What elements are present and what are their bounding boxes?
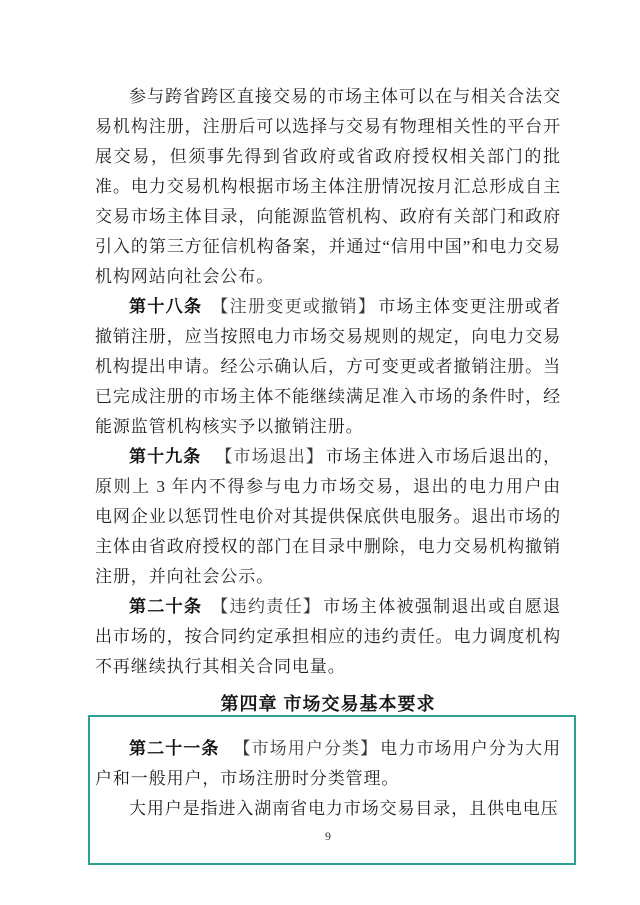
- article-18-text: 市场主体变更注册或者撤销注册，应当按照电力市场交易规则的规定，向电力交易机构提出申请。经公示确认后，方可变更或者撤销注册。当已完成注册的市场主体不能继续满足准入市场的条件时，经能源监管机构核实予以撤销注册。: [95, 297, 561, 436]
- article-18-number: 第十八条: [129, 297, 203, 316]
- intro-paragraph: 参与跨省跨区直接交易的市场主体可以在与相关合法交易机构注册，注册后可以选择与交易有物理相关性的平台开展交易，但须事先得到省政府或省政府授权相关部门的批准。电力交易机构根据市场主体注册情况按月汇总形成自主交易市场主体目录，向能源监管机构、政府有关部门和政府引入的第三方征信机构备案，并通过“信用中国”和电力交易机构网站向社会公布。: [95, 87, 561, 286]
- article-19-tag: 【市场退出】: [215, 447, 324, 466]
- article-21-paragraph: [95, 734, 561, 794]
- continuation-paragraph: 大用户是指进入湖南省电力市场交易目录，且供电电压: [129, 799, 559, 818]
- article-19-text: 市场主体进入市场后退出的，原则上 3 年内不得参与电力市场交易，退出的电力用户由电网企业以惩罚性电价对其提供保底供电服务。退出市场的主体由省政府授权的部门在目录中删除，电力交易机构撤销注册，并向社会公示。: [95, 447, 562, 586]
- article-18-tag: 【注册变更或撤销】: [211, 297, 377, 316]
- article-20-number: 第二十条: [129, 597, 203, 616]
- article-18-paragraph: [95, 292, 561, 442]
- article-20-paragraph: [95, 592, 561, 682]
- article-19-number: 第十九条: [129, 447, 202, 466]
- article-21-number: 第二十一条: [129, 739, 220, 758]
- article-20-tag: 【违约责任】: [211, 597, 322, 616]
- page-number: 9: [325, 829, 331, 843]
- article-21-tag: 【市场用户分类】: [233, 739, 379, 758]
- article-20-text: 市场主体被强制退出或自愿退出市场的，按合同约定承担相应的违约责任。电力调度机构不再继续执行其相关合同电量。: [95, 597, 561, 676]
- chapter-heading: 第四章 市场交易基本要求: [220, 694, 436, 714]
- article-21-text: 电力市场用户分为大用户和一般用户，市场注册时分类管理。: [95, 739, 562, 788]
- page-content: [95, 82, 561, 845]
- article-19-paragraph: [95, 442, 561, 592]
